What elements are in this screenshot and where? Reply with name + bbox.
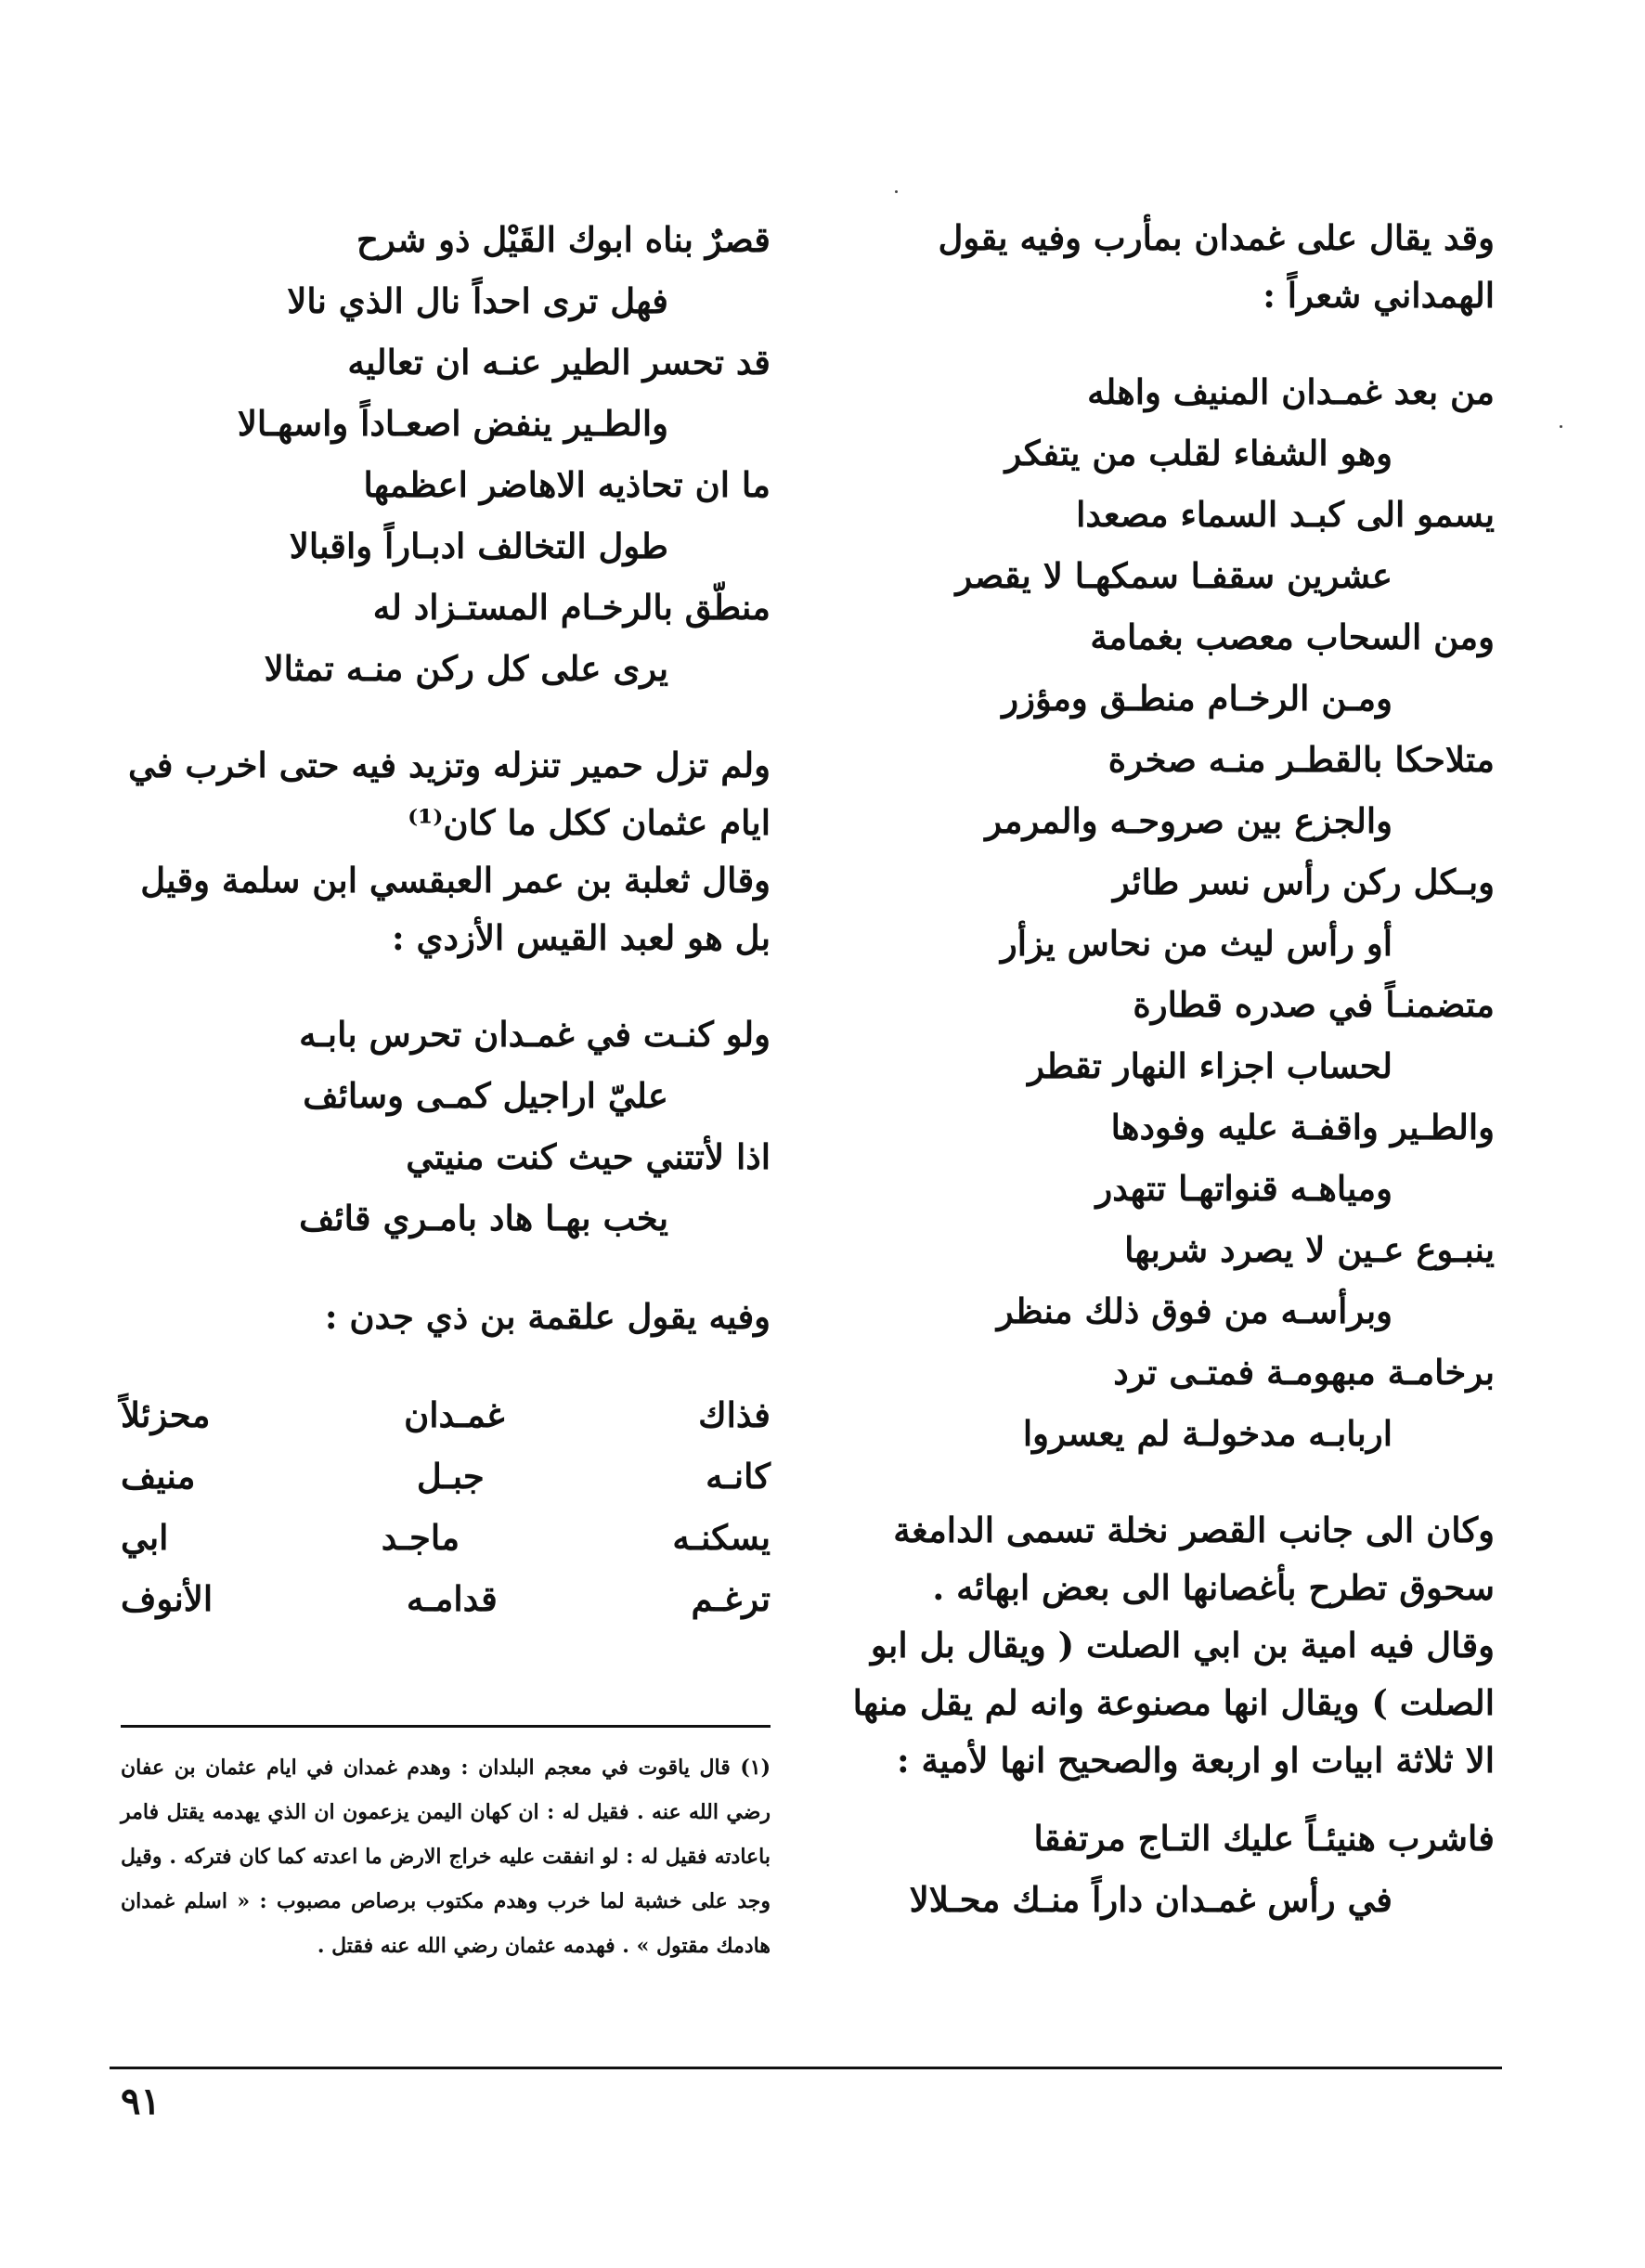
verse-line: طول التخالف ادبـاراً واقبالا xyxy=(289,525,668,566)
verse-line: برخامـة مبهومـة فمتـى ترد xyxy=(1113,1352,1495,1393)
verse-line: عشرين سقفـا سمكهـا لا يقصر xyxy=(955,555,1392,596)
verse-line: من بعد غمـدان المنيف واهله xyxy=(1087,371,1495,412)
prose-palm: وكان الى جانب القصر نخلة تسمى الدامغة سحوق تطرح بأغصانها الى بعض ابهائه . xyxy=(893,1510,1495,1608)
verse-line: أو رأس ليث من نحاس يزأر xyxy=(1000,923,1392,964)
poem-qasr xyxy=(121,209,771,699)
verse-line: فاشرب هنيئـاً عليك التـاج مرتفقا xyxy=(1033,1818,1495,1859)
verse-line: عليّ اراجيل كمـى وسائف xyxy=(303,1075,668,1116)
verse-line: يرى على كل ركن منـه تمثالا xyxy=(264,648,668,689)
scan-speck xyxy=(895,190,898,193)
verse-line: فذاك غمـدان محزئلاً xyxy=(121,1394,771,1435)
footnote-divider xyxy=(121,1725,771,1728)
footnote: (١) قال ياقوت في معجم البلدان : وهدم غمدان في ايام عثمان بن عفان رضي الله عنه . فقيل له : ان كهان اليمن يزعمون ان الذي يهدمه يقتل فامر باعادته فقيل له : لو انفقت عليه خراج الارض ما اعدته كما كان فتركه . وقيل وجد على خشبة لما خرب وهدم مكتوب برصاص مصبوب : « اسلم غمدان هادمك مقتول » . فهدمه عثمان رضي الله عنه فقتل . xyxy=(121,1756,771,1958)
verse-line: ومياهـه قنواتهـا تتهدر xyxy=(1095,1168,1392,1209)
verse-line: ومن السحاب معصب بغمامة xyxy=(1090,616,1495,657)
verse-line: ينبـوع عـين لا يصرد شربها xyxy=(1124,1229,1495,1270)
verse-line: قصرٌ بناه ابوك القَيْل ذو شرح xyxy=(356,219,771,260)
verse-line: فهل ترى احداً نال الذي نالا xyxy=(287,280,668,321)
page-number: ٩١ xyxy=(121,2080,161,2123)
verse-line: قد تحسر الطير عنـه ان تعاليه xyxy=(347,342,771,382)
verse-line: متضمنـاً في صدره قطارة xyxy=(1133,984,1495,1025)
verse-line: وبرأسـه من فوق ذلك منظر xyxy=(996,1290,1392,1331)
verse-line: اذا لأتتني حيث كنت منيتي xyxy=(406,1136,771,1177)
verse-line: اربابـه مدخولـة لم يعسروا xyxy=(1022,1413,1392,1454)
prose-alqama: وفيه يقول علقمة بن ذي جدن : xyxy=(324,1296,771,1337)
prose-himyar: ولم تزل حمير تنزله وتزيد فيه حتى اخرب في ايام عثمان ككل ما كان⁽¹⁾ xyxy=(127,745,771,843)
intro-paragraph: وقد يقال على غمدان بمأرب وفيه يقول الهمداني شعراً : xyxy=(938,217,1495,316)
verse-line: كانـه جبـل منيف xyxy=(121,1456,771,1497)
poem-thaalaba xyxy=(121,1004,771,1249)
verse-line: وهو الشفاء لقلب من يتفكر xyxy=(1004,433,1392,473)
right-column xyxy=(845,209,1495,1930)
poem-umayya xyxy=(845,1808,1495,1930)
verse-line: والطـير واقفـة عليه وفودها xyxy=(1110,1107,1495,1147)
verse-line: ما ان تحاذيه الاهاضر اعظمها xyxy=(363,464,771,505)
scan-speck xyxy=(1560,425,1562,428)
verse-line: يسمو الى كبـد السماء مصعدا xyxy=(1076,494,1495,535)
left-column xyxy=(121,209,771,1629)
verse-line: يخب بهـا هاد بامـري قائف xyxy=(299,1198,668,1238)
verse-line: والجزع بين صروحـه والمرمر xyxy=(985,800,1392,841)
poem-alqama xyxy=(121,1384,771,1629)
poem-hamdani xyxy=(845,361,1495,1464)
verse-line: ومـن الرخـام منطـق ومؤزر xyxy=(1002,678,1392,719)
verse-line: متلاحكا بالقطـر منـه صخرة xyxy=(1107,739,1495,780)
prose-thaalaba: وقال ثعلبة بن عمر العبقسي ابن سلمة وقيل بل هو لعبد القيس الأزدي : xyxy=(140,860,771,958)
verse-line: لحساب اجزاء النهار تقطر xyxy=(1028,1045,1392,1086)
verse-line: ترغـم قدامـه الأنوف xyxy=(121,1578,771,1619)
verse-line: وبـكل ركن رأس نسر طائر xyxy=(1112,862,1495,902)
verse-line: في رأس غمـدان داراً منـك محـلالا xyxy=(909,1879,1392,1920)
prose-umayya: وقال فيه امية بن ابي الصلت ( ويقال بل ابو الصلت ) ويقال انها مصنوعة وانه لم يقل منها الا ثلاثة ابيات او اربعة والصحيح انها لأمية : xyxy=(852,1625,1495,1781)
verse-line: يسكنـه ماجـد ابي xyxy=(121,1517,771,1558)
verse-line: والطـير ينفض اصعـاداً واسهـالا xyxy=(237,403,668,444)
verse-line: منطّق بالرخـام المستـزاد له xyxy=(372,587,771,628)
page-bottom-rule xyxy=(110,2067,1502,2069)
verse-line: ولو كنـت في غمـدان تحرس بابـه xyxy=(299,1014,771,1055)
